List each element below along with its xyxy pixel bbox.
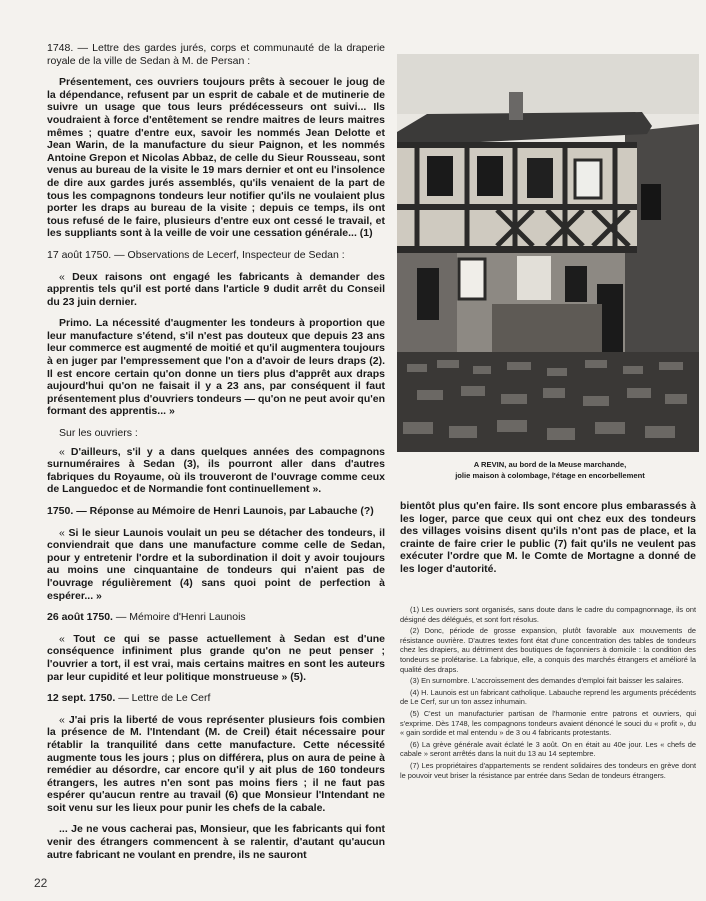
footnote: (7) Les propriétaires d'appartements se rendent solidaires des tondeurs en grève dont le pouvoir veut briser la résistance par entrée dans Sedan de tondeurs étrangers.	[400, 760, 696, 780]
quote-labauche-text: Si le sieur Launois voulait un peu se détacher des tondeurs, il conviendrait que dans une manufacture comme celle de Sedan, pour y entretenir l'ordre et la subordination il doit y avoir toujours au moins une cinquantaine de tondeurs qui n'aient pas de l'ouvrage régulièrement (4) sans quoi point de perfection à espérer... »	[47, 526, 385, 602]
intro-1748: 1748. — Lettre des gardes jurés, corps et communauté de la draperie royale de la ville de Sedan à M. de Persan :	[47, 42, 385, 67]
right-column-text: bientôt plus qu'en faire. Ils sont encore plus embarassés à les loger, parce que ceux qui ont chez eux des tondeurs des villages voisins disent qu'ils n'ont pas de place, et la crainte de faire crier le public (7) fait qu'ils ne veulent pas exécuter l'ordre que M. le Comte de Mortagne a donné de les loger d'autorité.	[400, 500, 696, 575]
half-timbered-house-photo	[397, 54, 699, 452]
heading-lettre-lecerf-title: — Lettre de Le Cerf	[115, 692, 211, 705]
footnote: (3) En surnombre. L'accroissement des demandes d'emploi fait baisser les salaires.	[410, 676, 684, 686]
quote-launois: « Tout ce qui se passe actuellement à Sedan est d'une conséquence infiniment plus grande qu'on ne peut penser ; l'ouvrier a tort, il est vrai, mais certains maitres en sont les auteurs par leur cupidité et leur politique monstrueuse » (5).	[47, 632, 385, 683]
footnotes	[400, 605, 696, 782]
heading-memoire-launois	[47, 611, 385, 624]
caption-line-2: jolie maison à colombage, l'étage en encorbellement	[455, 470, 645, 480]
photo-window-5	[459, 259, 485, 299]
photo-window-2	[477, 156, 503, 196]
heading-memoire-launois-title: — Mémoire d'Henri Launois	[112, 611, 246, 624]
heading-lettre-lecerf-date: 12 sept. 1750.	[47, 692, 116, 705]
footnote: (5) C'est un manufacturier partisan de l'harmonie entre patrons et ouvriers, qui s'exprime. Dès 1748, les compagnons tondeurs avaient dénoncé le souci du « profit », du « gain sordide et mal entendu » de 3 ou 4 fabricants protestants.	[400, 708, 696, 738]
quote-lecerf-1-text: Deux raisons ont engagé les fabricants à demander des apprentis tels qu'il est porté dans l'article 9 dudit arrêt du Conseil du 23 juin dernier.	[47, 270, 385, 308]
right-column	[400, 500, 696, 576]
footnote: (1) Les ouvriers sont organisés, sans doute dans le cadre du compagnonnage, ils ont désigné des délégués, et sont fort résolus.	[400, 605, 696, 624]
footnote: (4) H. Launois est un fabricant catholique. Labauche reprend les arguments précédents de Le Cerf, sur un ton assez inhumain.	[400, 687, 696, 707]
heading-17-aout-1750: 17 août 1750. — Observations de Lecerf, Inspecteur de Sedan :	[47, 248, 345, 261]
photo-sign	[517, 256, 551, 300]
quote-lecerf-lettre: « J'ai pris la liberté de vous représenter plusieurs fois combien la présence de M. l'Intendant (M. de Creil) était nécessaire pour rétablir la tranquilité dans cette manufacture. Cette nécessité augmente tous les jours ; plus on différera, plus on aura de peine à remédier au désordre, car encore qu'il y ait plus de 160 tondeurs étrangers, les autres n'en sont pas moins fiers ; il ne faut pas espérer qu'aucun rentre au travail (6) que Monsieur l'Intendant ne soit venu sur les lieux pour punir les chefs de la cabale.	[47, 713, 385, 814]
quote-lecerf-1: « Deux raisons ont engagé les fabricants à demander des apprentis tels qu'il est porté dans l'article 9 dudit arrêt du Conseil du 23 juin dernier.	[47, 270, 385, 308]
photo-window-4	[575, 160, 601, 198]
heading-reponse-labauche	[47, 505, 385, 518]
quote-lecerf-lettre-text: J'ai pris la liberté de vous représenter plusieurs fois combien la présence de M. l'Intendant (M. de Creil) était nécessaire pour rétablir la tranquilité dans cette manufacture. Cette nécessité augmente tous les jours ; plus on différera, plus on aura de peine à remédier au désordre, car encore qu'il y ait plus de 160 tondeurs étrangers, les autres n'en sont pas moins fiers ; il ne faut pas espérer qu'aucun rentre au travail (6) que Monsieur l'Intendant ne soit venu sur les lieux pour punir les chefs de la cabale.	[47, 713, 385, 814]
page-number: 22	[34, 876, 48, 890]
heading-sur-les-ouvriers: Sur les ouvriers :	[59, 427, 138, 440]
caption-line-1: A REVIN, au bord de la Meuse marchande,	[473, 460, 627, 469]
quote-launois-text: Tout ce qui se passe actuellement à Sedan est d'une conséquence infiniment plus grande qu'on ne peut penser ; l'ouvrier a tort, il est vrai, mais certains maitres en sont les auteurs par leur cupidité et leur politique monstrueuse » (5).	[47, 632, 385, 683]
left-column	[47, 42, 385, 870]
quote-1748	[47, 76, 385, 240]
heading-reponse-labauche-text: 1750. — Réponse au Mémoire de Henri Launois, par Labauche (?)	[47, 505, 374, 517]
photo-steps	[492, 304, 602, 352]
footnote: (2) Donc, période de grosse expansion, plutôt favorable aux mouvements de résistance ouvrière. D'autres textes font état d'une concentration des tables de tondeurs chez les drapiers, au détriment des boutiques de façonniers à domicile : la condition des tondeurs se prolétarise. La fabrique, elle, a conquis des marchés étrangers et amélioré la qualité des draps.	[400, 626, 696, 674]
quote-1748-text: Présentement, ces ouvriers toujours prêts à secouer le joug de la dépendance, refusent par un esprit de cabale et de mutinerie de suivre un usage que tous leurs prédécesseurs ont suivi... Ils voudraient à force d'entêtement se rendre maitres de leurs maitres mêmes ; quatre d'entre eux, savoir les nommés Jean Delotte et Jean Warin, de la manufacture du sieur Paignon, et les nommés Antoine Grepon et Nicolas Abbaz, de celle du Sieur Rousseau, sont venus au bureau de la visite le 19 mars dernier et ont eu l'insolence de dire aux gardes jurés assemblés, qu'ils venaient de la part de tous les compagnons tondeurs leur notifier qu'ils ne voulaient plus porter les draps au bureau de la visite ; depuis ce temps, ils ont tous refusé de le faire, plusieurs d'entre eux ont cessé le travail, et les suppliants sont à la veille de voir une cessation générale... (1)	[47, 76, 385, 240]
photo-caption	[405, 460, 695, 481]
quote-ouvriers: « D'ailleurs, s'il y a dans quelques années des compagnons surnuméraires à Sedan (3), ils pourront aller dans d'autres fabriques du Royaume, où ils trouveront de l'ouvrage comme ceux de Languedoc et de Normandie font continuellement ».	[47, 445, 385, 496]
photo-illustration	[397, 54, 699, 452]
photo-chimney	[509, 92, 523, 120]
photo-right-window	[641, 184, 661, 220]
quote-lecerf-suite: ... Je ne vous cacherai pas, Monsieur, que les fabricants qui font venir des étrangers commencent à se ralentir, d'autant qu'aucun autre fabricant ne voulant en prendre, ils ne sauront	[47, 823, 385, 861]
quote-ouvriers-text: D'ailleurs, s'il y a dans quelques années des compagnons surnuméraires à Sedan (3), ils pourront aller dans d'autres fabriques du Royaume, où ils trouveront de l'ouvrage comme ceux de Languedoc et de Normandie font continuellement ».	[47, 445, 385, 496]
quote-lecerf-primo: Primo. La nécessité d'augmenter les tondeurs à proportion que leur manufacture s'étend, s'il n'est pas douteux que depuis 23 ans leur commerce est augmenté de moitié et qu'il augmentera toujours à en juger par l'empressement que l'on a d'avoir de leurs draps (2). Il est encore certain qu'on donne un tiers plus d'apprêt aux draps aujourd'hui qu'on ne faisait il y a 23 ans, par conséquent il faut présentement plus d'ouvriers tondeurs — qu'on ne peut avoir qu'en formant des apprentis... »	[47, 317, 385, 418]
photo-window-6	[565, 266, 587, 302]
photo-window-1	[427, 156, 453, 196]
photo-sky-top	[397, 54, 699, 114]
footnote: (6) La grève générale avait éclaté le 3 août. On en était au 40e jour. Les « chefs de cabale » seront arrêtés dans la nuit du 13 au 14 septembre.	[400, 739, 696, 759]
heading-memoire-launois-date: 26 août 1750.	[47, 611, 113, 624]
quote-labauche: « Si le sieur Launois voulait un peu se détacher des tondeurs, il conviendrait que dans une manufacture comme celle de Sedan, pour y entretenir l'ordre et la subordination il doit y avoir toujours au moins une cinquantaine de tondeurs qui n'aient pas de l'ouvrage régulièrement (4) sans quoi point de perfection à espérer... »	[47, 526, 385, 602]
heading-lettre-lecerf	[47, 692, 385, 705]
photo-window-3	[527, 158, 553, 198]
photo-door-left	[417, 268, 439, 320]
